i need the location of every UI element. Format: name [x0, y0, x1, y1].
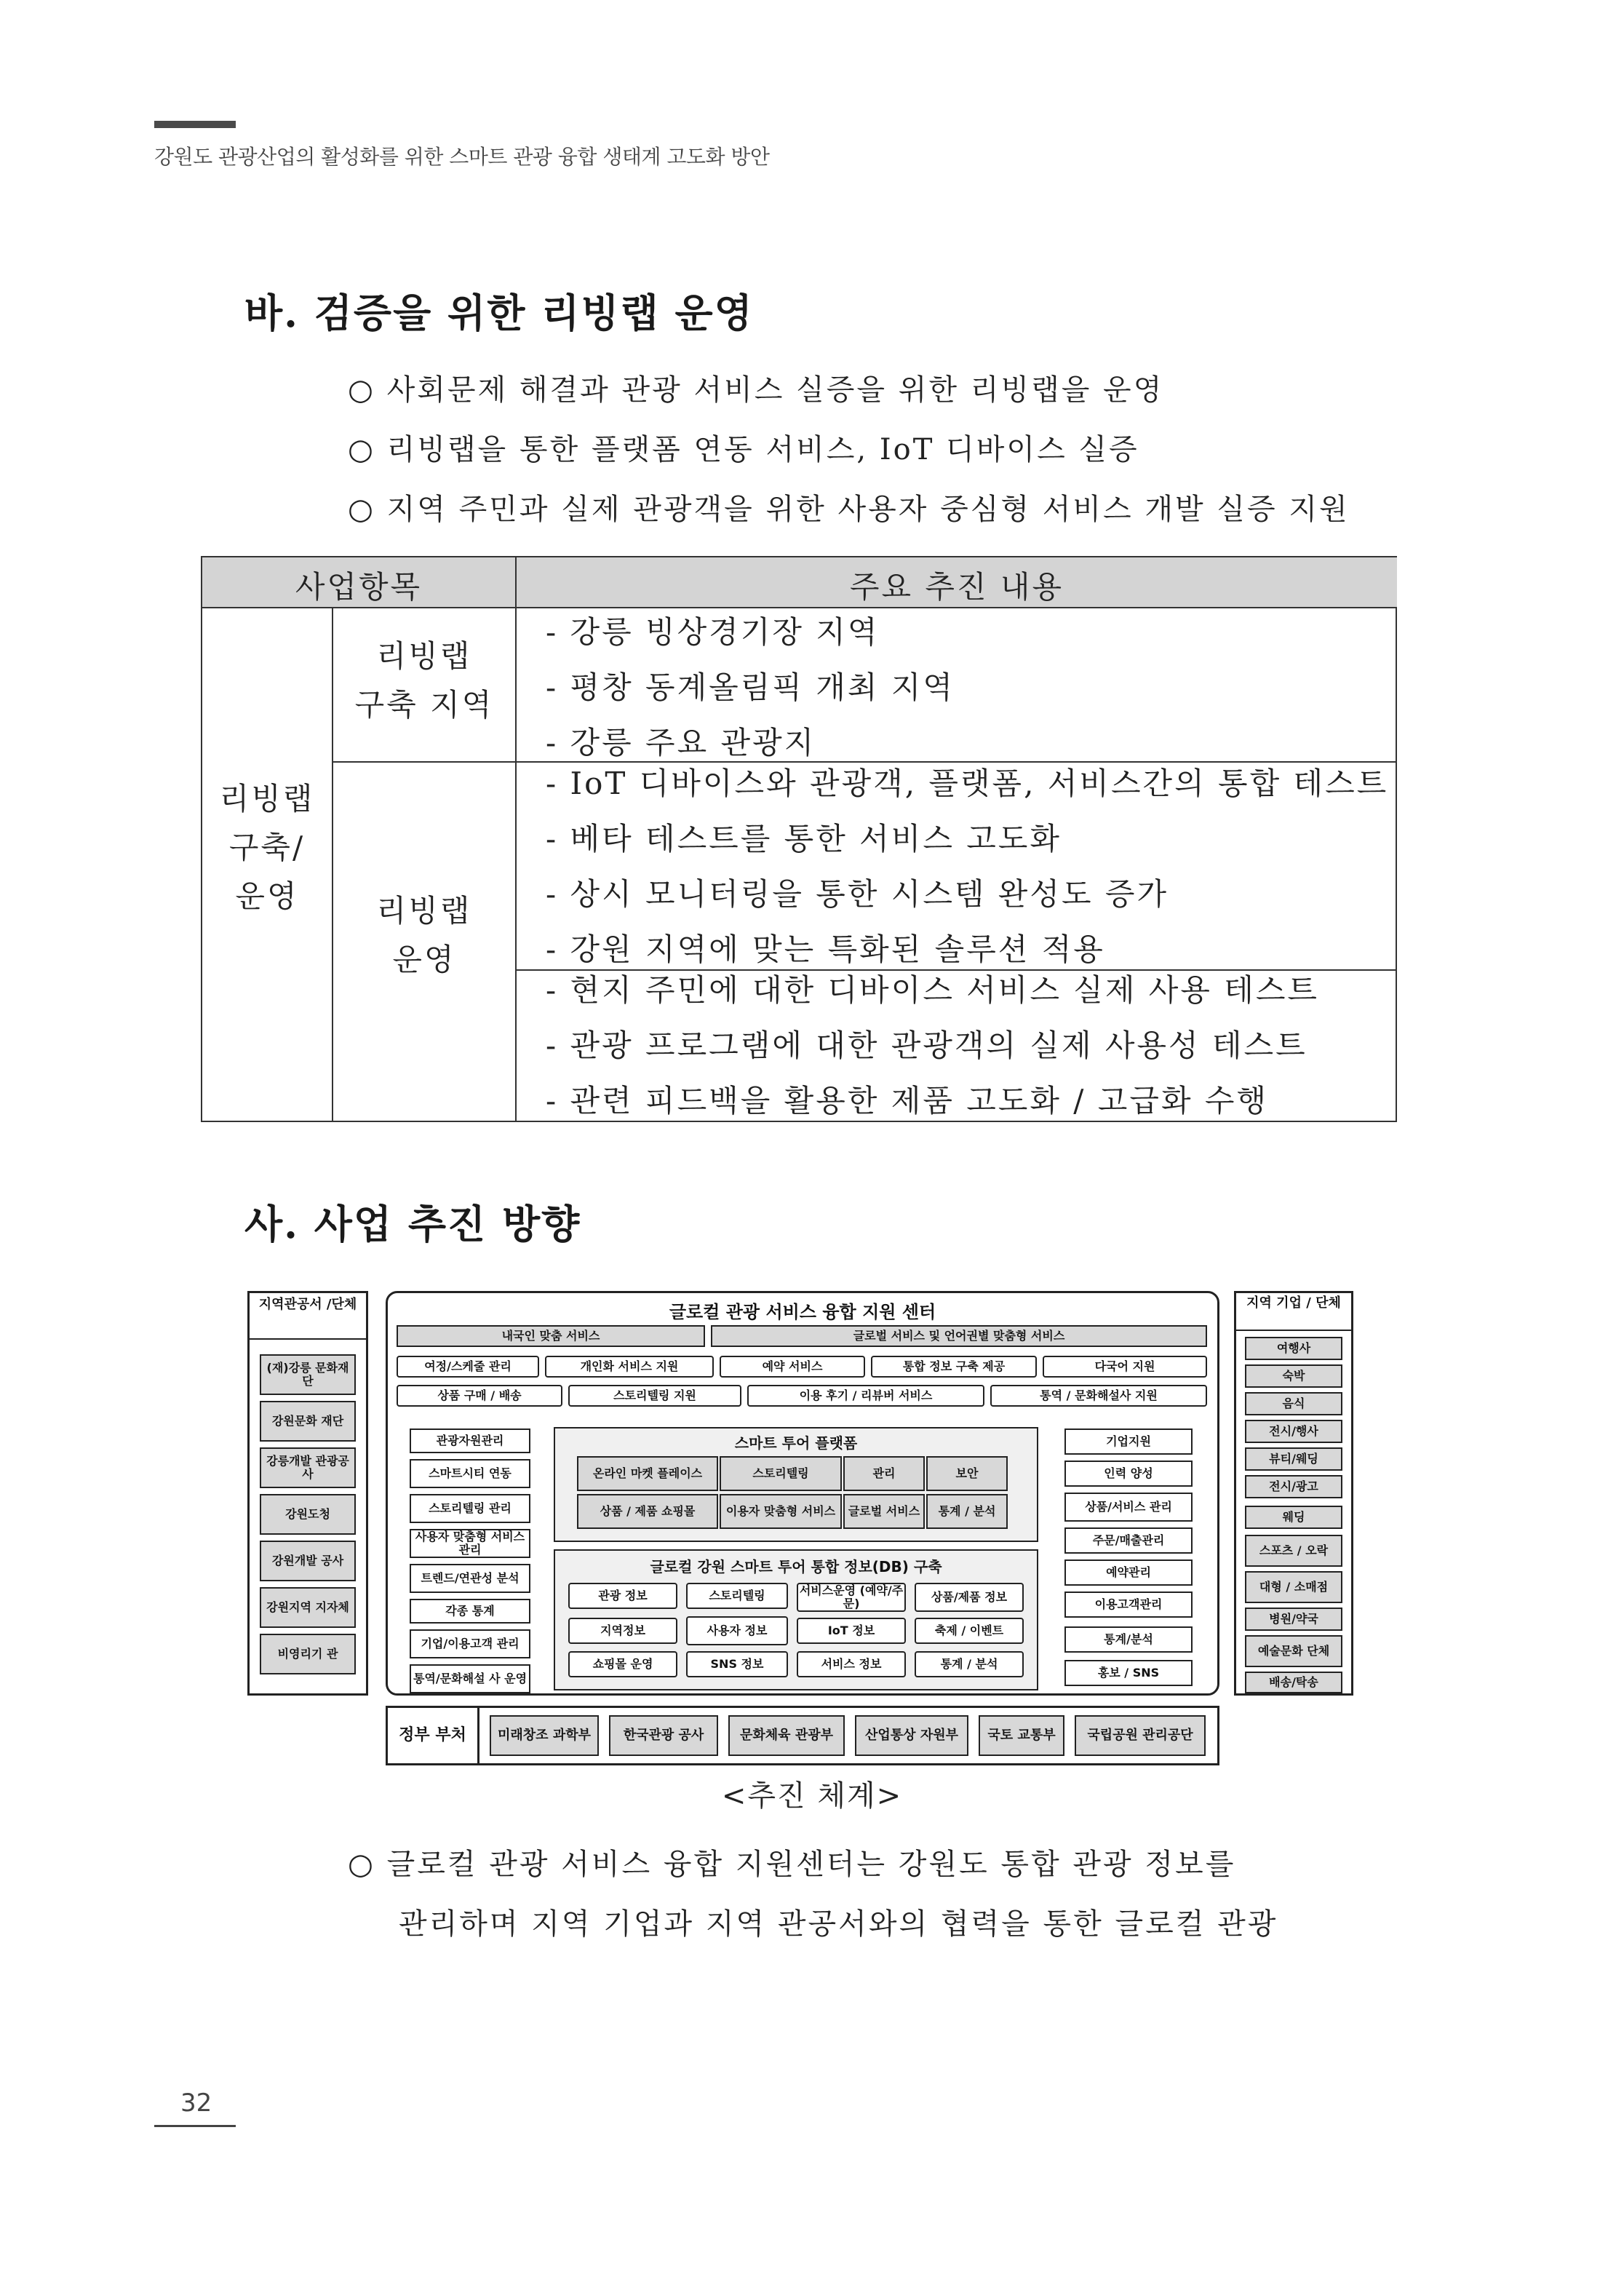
mgmt-item: 스마트시티 연동 — [410, 1459, 530, 1488]
closing-line-2: 관리하며 지역 기업과 지역 관공서와의 협력을 통한 글로컬 관광 — [399, 1907, 1278, 1941]
table-row1-item: - 강릉 주요 관광지 — [546, 725, 816, 760]
right-panel — [1234, 1291, 1353, 1696]
right-org: 병원/약국 — [1245, 1608, 1342, 1631]
db-item: IoT 정보 — [797, 1618, 906, 1644]
platform-item: 상품 / 제품 쇼핑몰 — [577, 1494, 718, 1529]
table-row2-item: - IoT 디바이스와 관광객, 플랫폼, 서비스간의 통합 테스트 — [546, 766, 1389, 801]
db-item: 관광 정보 — [568, 1583, 677, 1609]
service-item: 예약 서비스 — [720, 1356, 865, 1378]
gov-org: 국토 교통부 — [979, 1715, 1064, 1756]
service-item: 상품 구매 / 배송 — [397, 1385, 562, 1407]
db-item: 축제 / 이벤트 — [915, 1618, 1024, 1644]
center-title: 글로컬 관광 서비스 융합 지원 센터 — [669, 1302, 936, 1322]
diagram-caption: <추진 체계> — [721, 1779, 903, 1813]
db-item: 서비스 정보 — [797, 1651, 906, 1677]
gov-org: 문화체육 관광부 — [728, 1715, 845, 1756]
support-item: 상품/서비스 관리 — [1064, 1493, 1193, 1522]
table-row1-item: - 평창 동계올림픽 개최 지역 — [546, 669, 955, 705]
left-org: 강릉개발 관광공사 — [260, 1447, 356, 1488]
government-panel — [386, 1706, 1219, 1765]
table-row2-content-cell — [517, 763, 1397, 971]
mgmt-item: 기업/이용고객 관리 — [410, 1629, 530, 1658]
platform-item: 통계 / 분석 — [926, 1494, 1008, 1529]
left-org: 강원지역 지자체 — [260, 1587, 356, 1628]
support-item: 이용고객관리 — [1064, 1592, 1193, 1618]
left-org: (재)강릉 문화재단 — [260, 1354, 356, 1395]
mgmt-item: 스토리텔링 관리 — [410, 1494, 530, 1523]
header-rule — [154, 121, 236, 128]
center-panel — [386, 1291, 1219, 1696]
right-org: 예술문화 단체 — [1245, 1635, 1342, 1667]
running-head: 강원도 관광산업의 활성화를 위한 스마트 관광 융합 생태계 고도화 방안 — [154, 145, 770, 169]
section-title-ba: 바. 검증을 위한 리빙랩 운영 — [244, 290, 754, 336]
promotion-system-diagram — [247, 1288, 1353, 1768]
table-row1-label-cell — [333, 608, 517, 763]
right-org: 숙박 — [1245, 1364, 1342, 1388]
platform-item: 관리 — [843, 1456, 925, 1491]
table-row2-item: - 상시 모니터링을 통한 시스템 완성도 증가 — [546, 876, 1169, 912]
service-item: 스토리텔링 지원 — [568, 1385, 741, 1407]
government-label: 정부 부처 — [388, 1708, 479, 1763]
gov-org: 국립공원 관리공단 — [1075, 1715, 1206, 1756]
support-item: 홍보 / SNS — [1064, 1660, 1193, 1686]
left-panel-title: 지역관공서 /단체 — [258, 1297, 357, 1312]
platform-item: 이용자 맞춤형 서비스 — [720, 1494, 842, 1529]
service-item: 다국어 지원 — [1043, 1356, 1207, 1378]
gov-org: 산업통상 자원부 — [855, 1715, 968, 1756]
mgmt-item: 관광자원관리 — [410, 1428, 530, 1453]
support-item: 통계/분석 — [1064, 1626, 1193, 1653]
service-item: 통합 정보 구축 제공 — [871, 1356, 1037, 1378]
section-title-sa: 사. 사업 추진 방향 — [244, 1201, 581, 1247]
left-org: 비영리기 관 — [260, 1634, 356, 1674]
service-item: 통역 / 문화해설사 지원 — [990, 1385, 1207, 1407]
mgmt-item: 통역/문화해설 사 운영 — [410, 1664, 530, 1693]
smart-tour-platform — [554, 1427, 1038, 1542]
platform-item: 스토리텔링 — [720, 1456, 842, 1491]
gov-org: 미래창조 과학부 — [490, 1715, 599, 1756]
db-item: 스토리텔링 — [686, 1583, 788, 1609]
table-row2-item: - 관광 프로그램에 대한 관광객의 실제 사용성 테스트 — [546, 1028, 1307, 1063]
table-header-content-cell — [517, 557, 1397, 608]
table-category-cell — [202, 608, 333, 1122]
support-item: 인력 양성 — [1064, 1461, 1193, 1487]
service-item: 개인화 서비스 지원 — [545, 1356, 714, 1378]
gov-org: 한국관광 공사 — [609, 1715, 718, 1756]
footer-rule — [154, 2125, 236, 2127]
db-title: 글로컬 강원 스마트 투어 통합 정보(DB) 구축 — [650, 1558, 942, 1575]
table-row1-label: 리빙랩 구축 지역 — [354, 638, 494, 723]
right-org: 스포츠 / 오락 — [1245, 1535, 1342, 1567]
platform-item: 보안 — [926, 1456, 1008, 1491]
left-org: 강원도청 — [260, 1494, 356, 1535]
table-row2-item: - 현지 주민에 대한 디바이스 서비스 실제 사용 테스트 — [546, 972, 1320, 1008]
db-item: 사용자 정보 — [686, 1616, 788, 1645]
bullet-1: ○ 사회문제 해결과 관광 서비스 실증을 위한 리빙랩을 운영 — [348, 373, 1164, 407]
closing-line-1: ○ 글로컬 관광 서비스 융합 지원센터는 강원도 통합 관광 정보를 — [348, 1848, 1236, 1881]
table-row2-content-cell-2 — [517, 971, 1397, 1122]
table-category-label: 리빙랩 구축/ 운영 — [219, 781, 315, 915]
platform-item: 글로벌 서비스 — [843, 1494, 925, 1529]
right-panel-title: 지역 기업 / 단체 — [1246, 1295, 1341, 1311]
table-header-item: 사업항목 — [295, 569, 423, 605]
table-row2-label-cell — [333, 763, 517, 1122]
db-item: 상품/제품 정보 — [915, 1583, 1024, 1612]
right-org: 음식 — [1245, 1392, 1342, 1415]
page-number: 32 — [180, 2089, 212, 2118]
table-row2-item: - 관련 피드백을 활용한 제품 고도화 / 고급화 수행 — [546, 1083, 1269, 1118]
right-org: 웨딩 — [1245, 1506, 1342, 1529]
service-item: 이용 후기 / 리뷰버 서비스 — [747, 1385, 984, 1407]
left-panel — [247, 1291, 368, 1696]
table-row2-label: 리빙랩 운영 — [376, 893, 472, 978]
table-row2-item: - 강원 지역에 맞는 특화된 솔루션 적용 — [546, 931, 1105, 967]
domestic-service-header: 내국인 맞춤 서비스 — [397, 1325, 705, 1347]
platform-item: 온라인 마켓 플레이스 — [577, 1456, 718, 1491]
db-item: SNS 정보 — [686, 1651, 788, 1677]
right-org: 여행사 — [1245, 1337, 1342, 1360]
db-item: 쇼핑몰 운영 — [568, 1651, 677, 1677]
table-row1-item: - 강릉 빙상경기장 지역 — [546, 614, 880, 650]
integrated-db — [554, 1549, 1038, 1690]
right-org: 전시/행사 — [1245, 1420, 1342, 1443]
support-item: 주문/매출관리 — [1064, 1527, 1193, 1554]
livinglab-table — [201, 556, 1397, 1122]
bullet-3: ○ 지역 주민과 실제 관광객을 위한 사용자 중심형 서비스 개발 실증 지원 — [348, 493, 1350, 526]
service-item: 여정/스케줄 관리 — [397, 1356, 539, 1378]
db-item: 서비스운영 (예약/주문) — [797, 1583, 906, 1612]
table-header-item-cell — [202, 557, 517, 608]
platform-title: 스마트 투어 플랫폼 — [734, 1434, 858, 1452]
table-row2-item: - 베타 테스트를 통한 서비스 고도화 — [546, 821, 1062, 857]
table-header-content: 주요 추진 내용 — [849, 569, 1064, 605]
db-item: 통계 / 분석 — [915, 1651, 1024, 1677]
left-org: 강원문화 재단 — [260, 1401, 356, 1442]
left-org: 강원개발 공사 — [260, 1541, 356, 1581]
support-item: 예약관리 — [1064, 1559, 1193, 1586]
right-org: 배송/탁송 — [1245, 1672, 1342, 1693]
mgmt-item: 각종 통계 — [410, 1599, 530, 1624]
table-row1-content-cell — [517, 608, 1397, 763]
global-service-header: 글로벌 서비스 및 언어권별 맞춤형 서비스 — [711, 1325, 1207, 1347]
right-org: 뷰티/웨딩 — [1245, 1447, 1342, 1471]
bullet-2: ○ 리빙랩을 통한 플랫폼 연동 서비스, IoT 디바이스 실증 — [348, 433, 1139, 466]
mgmt-item: 사용자 맞춤형 서비스 관리 — [410, 1529, 530, 1558]
support-item: 기업지원 — [1064, 1428, 1193, 1455]
mgmt-item: 트렌드/연관성 분석 — [410, 1564, 530, 1593]
db-item: 지역정보 — [568, 1618, 677, 1644]
right-org: 대형 / 소매점 — [1245, 1571, 1342, 1603]
right-org: 전시/광고 — [1245, 1475, 1342, 1498]
